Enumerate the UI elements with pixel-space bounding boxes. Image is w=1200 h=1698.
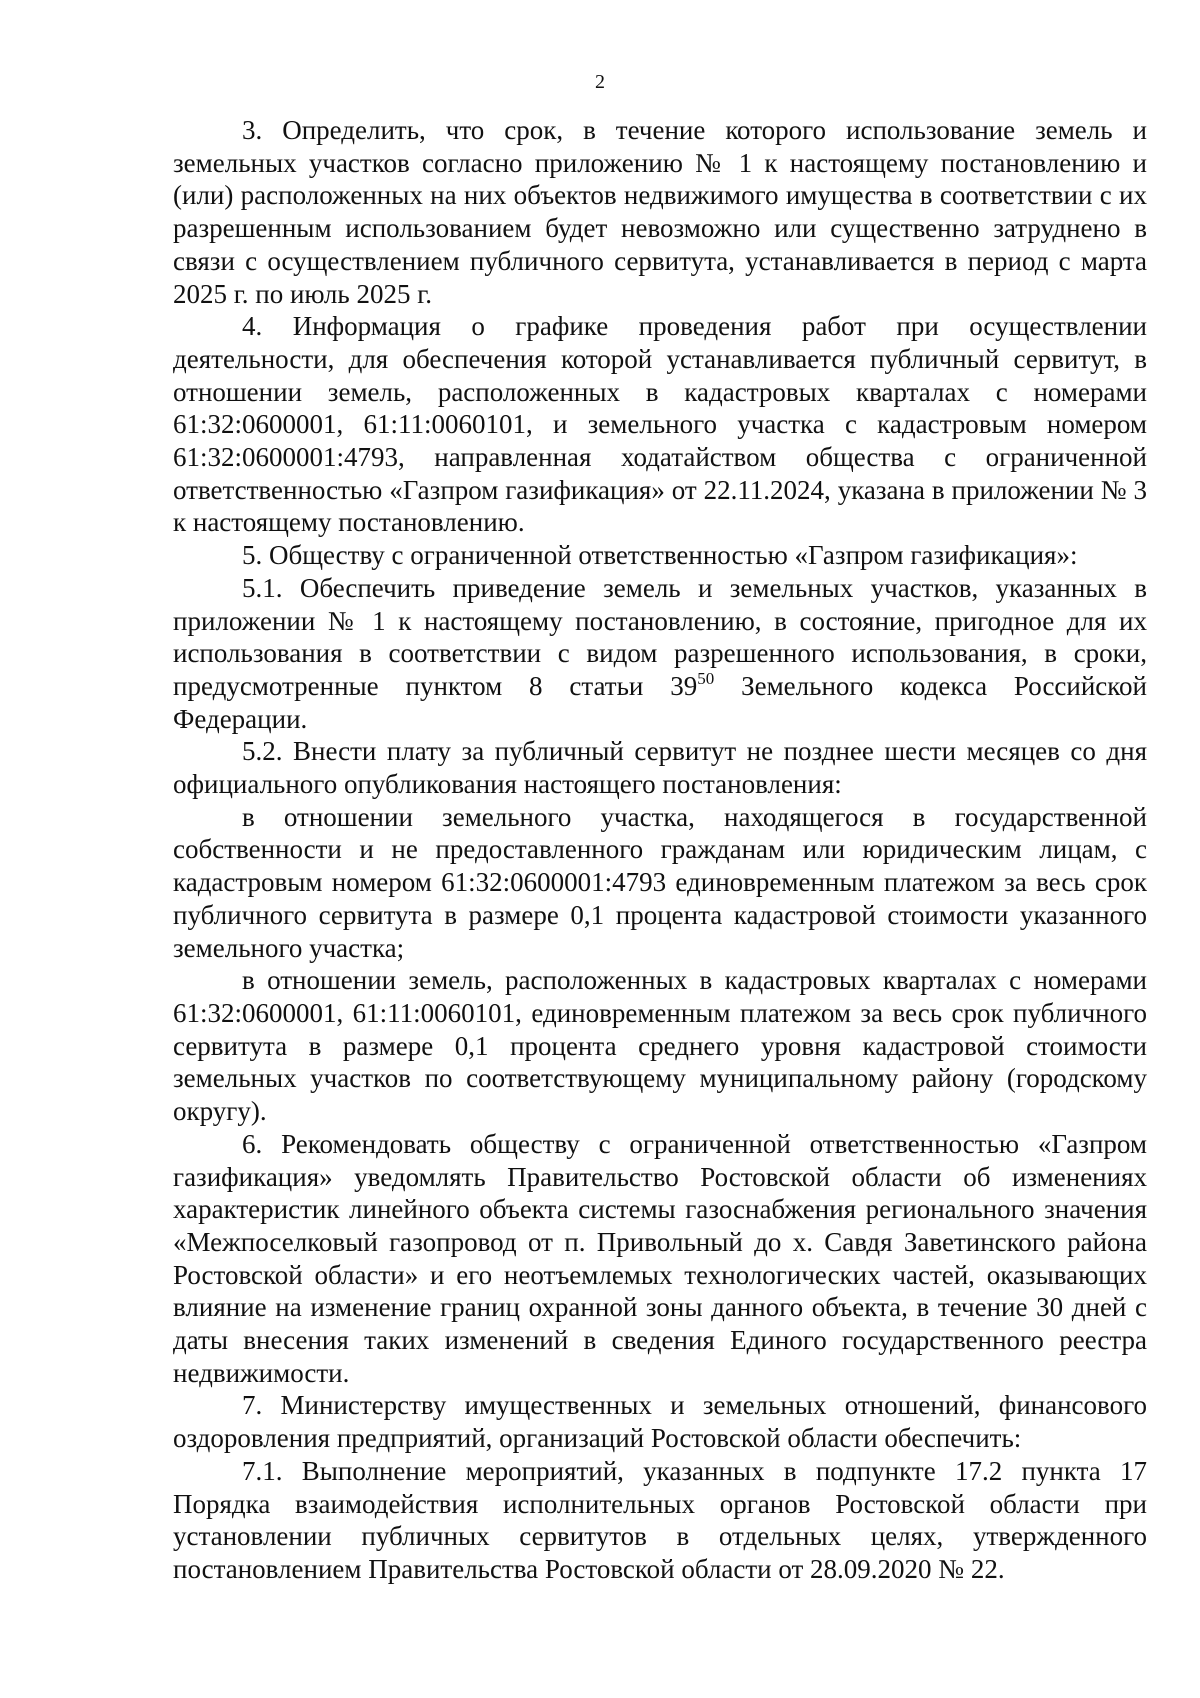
page-number: 2 <box>595 71 605 93</box>
paragraph-3: 3. Определить, что срок, в течение которого использование земель и земельных участков согласно приложению № 1 к настоящему постановлению и (или) расположенных на них объектов недвижимого имущества в соответствии с их разрешенным использованием будет невозможно или существенно затруднено в связи с осуществлением публичного сервитута, устанавливается в период с марта 2025 г. по июль 2025 г. <box>173 115 1147 309</box>
paragraph-7: 7. Министерству имущественных и земельных отношений, финансового оздоровления предприятий, организаций Ростовской области обеспечить: <box>173 1390 1147 1454</box>
article-superscript: 50 <box>697 668 715 688</box>
paragraph-5-1 <box>173 572 1147 736</box>
paragraph-5-1-text-before: 5.1. Обеспечить приведение земель и земельных участков, указанных в приложении № 1 к настоящему постановлению, в состояние, пригодное для их использования в соответствии с видом разрешенного использования, в сроки, предусмотренные пунктом 8 статьи 39 <box>173 572 1147 701</box>
paragraph-5-2-land-plot: в отношении земельного участка, находящегося в государственной собственности и не предоставленного гражданам или юридическим лицам, с кадастровым номером 61:32:0600001:4793 единовременным платежом за весь срок публичного сервитута в размере 0,1 процента кадастровой стоимости указанного земельного участка; <box>173 801 1147 963</box>
paragraph-7-1: 7.1. Выполнение мероприятий, указанных в подпункте 17.2 пункта 17 Порядка взаимодействия исполнительных органов Ростовской области при установлении публичных сервитутов в отдельных целях, утвержденного постановлением Правительства Ростовской области от 28.09.2020 № 22. <box>173 1455 1147 1584</box>
paragraph-6: 6. Рекомендовать обществу с ограниченной ответственностью «Газпром газификация» уведомлять Правительство Ростовской области об изменениях характеристик линейного объекта системы газоснабжения регионального значения «Межпоселковый газопровод от п. Привольный до х. Савдя Заветинского района Ростовской области» и его неотъемлемых технологических частей, оказывающих влияние на изменение границ охранной зоны данного объекта, в течение 30 дней с даты внесения таких изменений в сведения Единого государственного реестра недвижимости. <box>173 1128 1147 1388</box>
paragraph-5-2: 5.2. Внести плату за публичный сервитут не позднее шести месяцев со дня официального опубликования настоящего постановления: <box>173 736 1147 800</box>
paragraph-5-2-cadastral-quarters: в отношении земель, расположенных в кадастровых кварталах с номерами 61:32:0600001, 61:11:0060101, единовременным платежом за весь срок публичного сервитута в размере 0,1 процента среднего уровня кадастровой стоимости земельных участков по соответствующему муниципальному району (городскому округу). <box>173 965 1147 1127</box>
document-body <box>173 114 1147 1586</box>
paragraph-5-1-text-after: Земельного кодекса Российской Федерации. <box>173 670 1147 734</box>
paragraph-4: 4. Информация о графике проведения работ при осуществлении деятельности, для обеспечения которой устанавливается публичный сервитут, в отношении земель, расположенных в кадастровых кварталах с номерами 61:32:0600001, 61:11:0060101, и земельного участка с кадастровым номером 61:32:0600001:4793, направленная ходатайством общества с ограниченной ответственностью «Газпром газификация» от 22.11.2024, указана в приложении № 3 к настоящему постановлению. <box>173 311 1147 538</box>
paragraph-5: 5. Обществу с ограниченной ответственностью «Газпром газификация»: <box>242 540 1078 571</box>
